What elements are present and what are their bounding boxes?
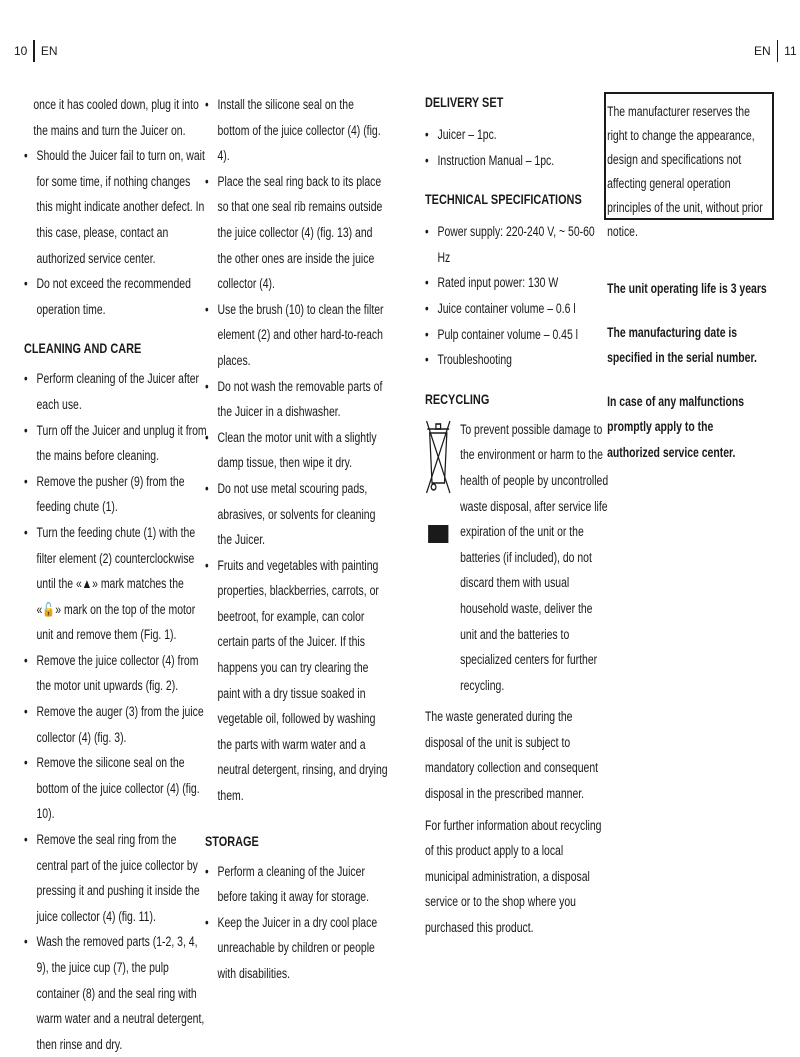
right-page-header <box>754 40 797 62</box>
cleaning-heading: CLEANING AND CARE <box>24 340 142 357</box>
list-item: • Instruction Manual – 1pc. <box>425 148 608 174</box>
list-item: • Juicer – 1pc. <box>425 122 608 148</box>
list-item: • Rated input power: 130 W <box>425 270 608 296</box>
list-item: • Troubleshooting <box>425 347 608 373</box>
list-item: • Pulp container volume – 0.45 l <box>425 322 608 348</box>
list-item: • Wash the removed parts (1-2, 3, 4, 9), the juice cup (7), the pulp container (8) and the seal ring with warm water and a neutral detergent, then rinse and dry. <box>24 929 207 1057</box>
list-item: • Remove the auger (3) from the juice collector (4) (fig. 3). <box>24 699 207 750</box>
list-item: • Remove the seal ring from the central part of the juice collector by pressing it and pushing it inside the juice collector (4) (fig. 11). <box>24 827 207 929</box>
list-item: • Remove the juice collector (4) from the motor unit upwards (fig. 2). <box>24 648 207 699</box>
left-page-number: 10 <box>14 44 28 58</box>
list-item: • Use the brush (10) to clean the filter element (2) and other hard-to-reach places. <box>205 297 388 374</box>
list-item: • Perform cleaning of the Juicer after each use. <box>24 366 207 417</box>
recycling-paragraph-1: To prevent possible damage to the environment or harm to the health of people by uncontrolled waste disposal, after service life expiration of the unit or the batteries (if included), do not discard them with usual household waste, deliver the unit and the batteries to specialized centers for further recycling. <box>460 421 609 693</box>
list-item: • Fruits and vegetables with painting properties, blackberries, carrots, or beetroot, for example, can color certain parts of the Juicer. If this happens you can try clearing the paint with a dry tissue soaked in vegetable oil, followed by washing the parts with warm water and a neutral detergent, rinsing, and drying them. <box>205 553 388 809</box>
list-item: • Turn the feeding chute (1) with the filter element (2) counterclockwise until the «▲» mark matches the «🔓» mark on the top of the motor unit and remove them (Fig. 1). <box>24 520 207 648</box>
manufacturing-date-text: The manufacturing date is specified in the serial number. <box>607 324 757 366</box>
technical-specifications-list <box>425 219 608 373</box>
list-item: • Juice container volume – 0.6 l <box>425 296 608 322</box>
storage-heading: STORAGE <box>205 832 259 849</box>
manufacturer-notice: The manufacturer reserves the right to change the appearance, design and specifications not affecting general operation principles of the unit, without prior notice. <box>607 104 763 239</box>
malfunctions-text: In case of any malfunctions promptly apply to the authorized service center. <box>607 393 745 460</box>
recycling-paragraph-3: For further information about recycling of this product apply to a local municipal administration, a disposal service or to the shop where you purchased this product. <box>425 817 602 936</box>
left-language-label: EN <box>40 44 58 58</box>
technical-specifications-heading: TECHNICAL SPECIFICATIONS <box>425 191 582 208</box>
operating-life-text: The unit operating life is 3 years <box>607 281 767 296</box>
list-item: • Do not wash the removable parts of the Juicer in a dishwasher. <box>205 374 388 425</box>
storage-bullet-list <box>205 859 388 987</box>
left-page-header <box>14 40 58 62</box>
recycling-heading: RECYCLING <box>425 390 490 407</box>
right-page-number: 11 <box>784 44 797 58</box>
list-item: • Do not exceed the recommended operation time. <box>24 271 207 322</box>
crossed-out-wheelie-bin-icon <box>425 419 452 549</box>
intro-paragraph: once it has cooled down, plug it into the mains and turn the Juicer on. <box>33 97 199 138</box>
list-item: • Clean the motor unit with a slightly damp tissue, then wipe it dry. <box>205 425 388 476</box>
column-4 <box>604 100 767 466</box>
list-item: • Perform a cleaning of the Juicer before taking it away for storage. <box>205 859 388 910</box>
recycling-block <box>425 417 608 699</box>
list-item: • Install the silicone seal on the bottom of the juice collector (4) (fig. 4). <box>205 92 388 169</box>
cleaning-bullet-list-continued <box>205 92 388 809</box>
column-1 <box>24 92 207 1057</box>
column-3 <box>425 92 608 941</box>
list-item: • Place the seal ring back to its place so that one seal rib remains outside the juice collector (4) (fig. 13) and the other ones are inside the juice collector (4). <box>205 169 388 297</box>
delivery-list <box>425 122 608 173</box>
right-language-label: EN <box>754 44 771 58</box>
top-bullet-list <box>24 143 207 322</box>
list-item: • Turn off the Juicer and unplug it from the mains before cleaning. <box>24 418 207 469</box>
column-2 <box>205 92 388 987</box>
list-item: • Keep the Juicer in a dry cool place unreachable by children or people with disabilities. <box>205 910 388 987</box>
list-item: • Remove the silicone seal on the bottom of the juice collector (4) (fig. 10). <box>24 750 207 827</box>
delivery-set-heading: DELIVERY SET <box>425 94 504 110</box>
list-item: • Remove the pusher (9) from the feeding chute (1). <box>24 469 207 520</box>
recycling-paragraph-2: The waste generated during the disposal of the unit is subject to mandatory collection and consequent disposal in the prescribed manner. <box>425 709 599 802</box>
list-item: • Do not use metal scouring pads, abrasives, or solvents for cleaning the Juicer. <box>205 476 388 553</box>
list-item: • Power supply: 220-240 V, ~ 50-60 Hz <box>425 219 608 270</box>
cleaning-bullet-list <box>24 366 207 1057</box>
list-item: • Should the Juicer fail to turn on, wait for some time, if nothing changes this might indicate another defect. In this case, please, contact an authorized service center. <box>24 143 207 271</box>
